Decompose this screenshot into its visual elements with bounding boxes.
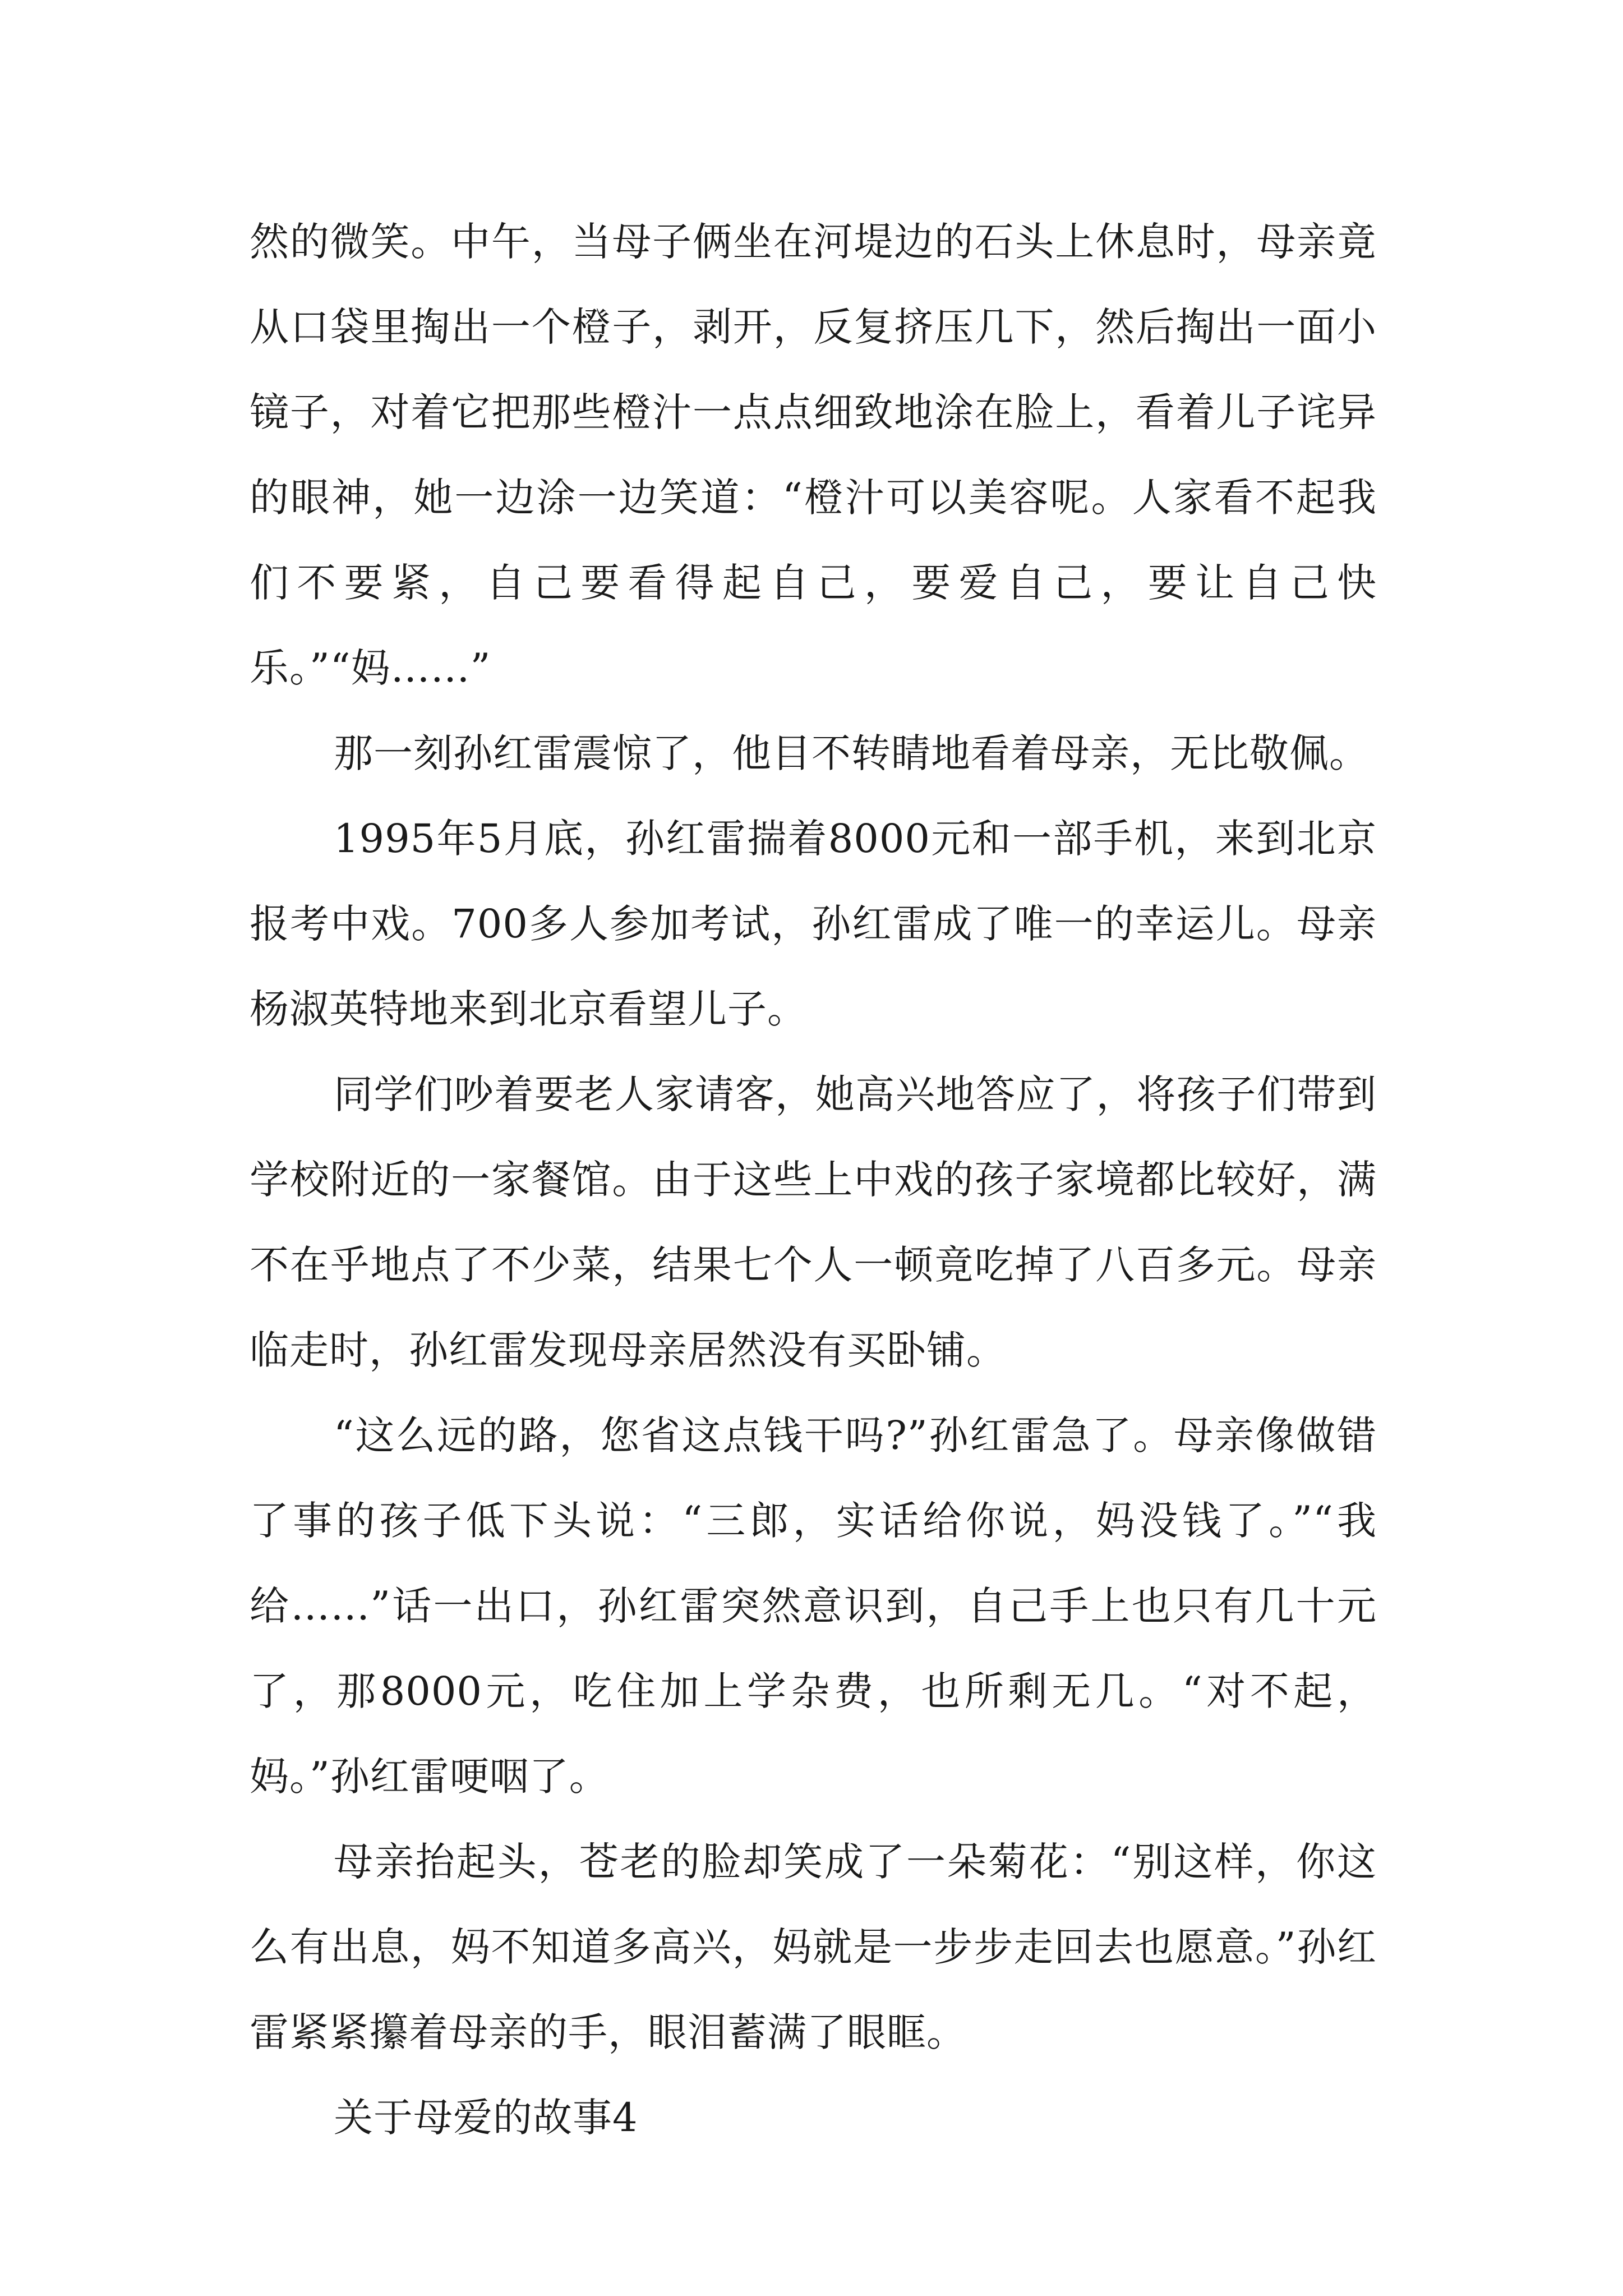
paragraph: “这么远的路，您省这点钱干吗?”孙红雷急了。母亲像做错了事的孩子低下头说：“三郎，实话给你说，妈没钱了。”“我给……”话一出口，孙红雷突然意识到，自己手上也只有几十元了，那8000元，吃住加上学杂费，也所剩无几。“对不起，妈。”孙红雷哽咽了。 [250, 1412, 1377, 1800]
paragraph: 同学们吵着要老人家请客，她高兴地答应了，将孩子们带到学校附近的一家餐馆。由于这些上中戏的孩子家境都比较好，满不在乎地点了不少菜，结果七个人一顿竟吃掉了八百多元。母亲临走时，孙红雷发现母亲居然没有买卧铺。 [250, 1071, 1377, 1373]
paragraph: 母亲抬起头，苍老的脸却笑成了一朵菊花：“别这样，你这么有出息，妈不知道多高兴，妈就是一步步走回去也愿意。”孙红雷紧紧攥着母亲的手，眼泪蓄满了眼眶。 [250, 1839, 1377, 2055]
paragraph: 1995年5月底，孙红雷揣着8000元和一部手机，来到北京报考中戏。700多人参加考试，孙红雷成了唯一的幸运儿。母亲杨淑英特地来到北京看望儿子。 [250, 816, 1377, 1032]
section-heading: 关于母爱的故事4 [334, 2095, 638, 2141]
paragraph-continued: 然的微笑。中午，当母子俩坐在河堤边的石头上休息时，母亲竟从口袋里掏出一个橙子，剥开，反复挤压几下，然后掏出一面小镜子，对着它把那些橙汁一点点细致地涂在脸上，看着儿子诧异的眼神，她一边涂一边笑道：“橙汁可以美容呢。人家看不起我们不要紧，自己要看得起自己，要爱自己，要让自己快乐。”“妈……” [250, 219, 1377, 691]
document-body [250, 199, 1377, 2160]
paragraph: 那一刻孙红雷震惊了，他目不转睛地看着母亲，无比敬佩。 [334, 730, 1369, 776]
